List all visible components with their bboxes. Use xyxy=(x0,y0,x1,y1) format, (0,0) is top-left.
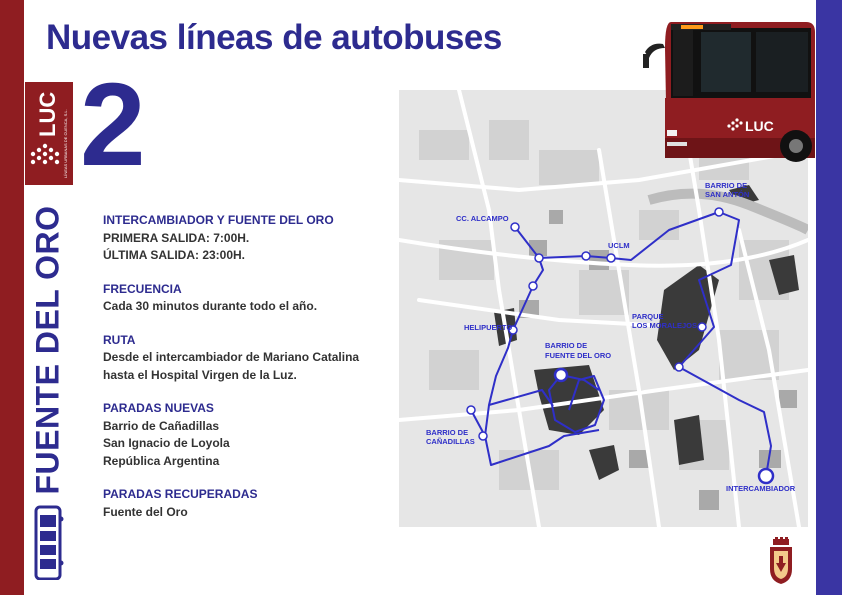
recovered-stops-block xyxy=(103,486,403,521)
map-label-intercambiador: INTERCAMBIADOR xyxy=(726,484,796,493)
first-departure: PRIMERA SALIDA: 7:00H. xyxy=(103,230,250,245)
new-stop-item: San Ignacio de Loyola xyxy=(103,436,230,450)
map-label-canadillas: CAÑADILLAS xyxy=(426,437,475,446)
route-line-1: Desde el intercambiador de Mariano Catalina xyxy=(103,350,360,364)
bus-image xyxy=(641,18,816,163)
frequency-block xyxy=(103,281,403,316)
map-label-uclm: UCLM xyxy=(608,241,630,250)
line-name-vertical: FUENTE DEL ORO xyxy=(29,205,66,495)
luc-logo xyxy=(25,82,73,185)
new-stops-heading: PARADAS NUEVAS xyxy=(103,401,214,415)
route-heading: RUTA xyxy=(103,332,136,347)
map-label-san-anton: BARRIO DE xyxy=(705,181,748,190)
left-accent-bar xyxy=(0,0,24,595)
route-block xyxy=(103,332,403,385)
map-label-san-anton: SAN ANTÓN xyxy=(705,190,750,199)
bus-branding: LUC xyxy=(745,118,774,134)
frequency-heading: FRECUENCIA xyxy=(103,281,182,296)
map-label-fuente-oro: BARRIO DE xyxy=(545,341,588,350)
new-stop-item: República Argentina xyxy=(103,453,220,468)
map-label-helipuerto: HELIPUERTO xyxy=(464,323,513,332)
logo-text: LUC xyxy=(35,91,60,137)
right-accent-bar xyxy=(816,0,842,595)
map-label-moralejos: LOS MORALEJOS xyxy=(632,321,698,330)
line-number: 2 xyxy=(80,59,142,191)
new-stops-block xyxy=(103,400,403,470)
recovered-stop-item: Fuente del Oro xyxy=(103,504,188,519)
map-label-canadillas: BARRIO DE xyxy=(426,428,469,437)
schedule-heading: INTERCAMBIADOR Y FUENTE DEL ORO xyxy=(103,213,334,227)
recovered-stops-heading: PARADAS RECUPERADAS xyxy=(103,487,258,501)
page-title: Nuevas líneas de autobuses xyxy=(46,18,502,57)
logo-subtitle: LÍNEAS URBANAS DE CUENCA, S.L. xyxy=(63,109,68,178)
coat-of-arms-icon xyxy=(767,537,795,585)
map-label-alcampo: CC. ALCAMPO xyxy=(456,214,509,223)
map-label-moralejos: PARQUE xyxy=(632,312,664,321)
schedule-block xyxy=(103,212,403,265)
last-departure: ÚLTIMA SALIDA: 23:00H. xyxy=(103,248,246,262)
route-line-2: hasta el Hospital Virgen de la Luz. xyxy=(103,367,297,382)
frequency-text: Cada 30 minutos durante todo el año. xyxy=(103,299,318,313)
bus-icon xyxy=(34,505,64,580)
new-stop-item: Barrio de Cañadillas xyxy=(103,418,220,433)
info-panel xyxy=(103,212,403,537)
map-label-fuente-oro: FUENTE DEL ORO xyxy=(545,351,612,360)
